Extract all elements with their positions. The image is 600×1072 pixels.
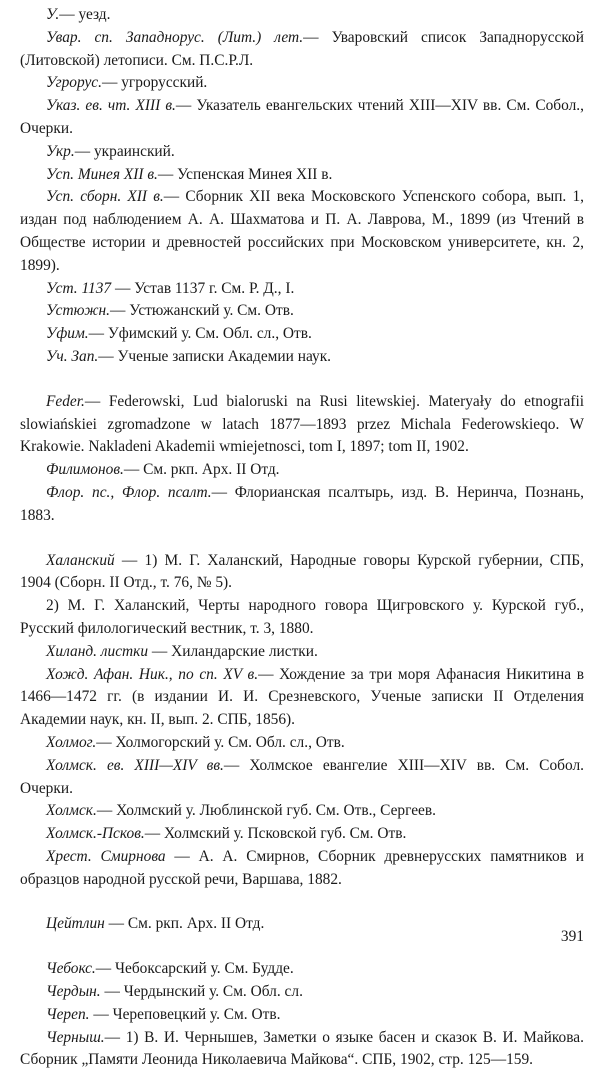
entry-abbreviation: Усп. Минея XII в. (46, 165, 158, 183)
entry-abbreviation: Укр. (46, 142, 75, 160)
entry-abbreviation: Указ. ев. чт. XIII в. (46, 97, 176, 115)
entry-text: — Ученые записки Академии наук. (98, 347, 332, 365)
entry-abbreviation: Усп. сборн. XII в. (46, 188, 164, 206)
entry-abbreviation: Увар. сп. Западнорус. (Лит.) лет. (46, 28, 304, 46)
section-gap (20, 369, 584, 391)
section-gap (20, 891, 584, 913)
entry-abbreviation: Флор. пс., Флор. псалт. (46, 483, 212, 501)
entry-text: — Уваровский список Западнорусской (Литовской) летописи. См. П.С.Р.Л. (20, 28, 584, 69)
abbreviations-list (20, 4, 584, 1072)
entry-text: — Federowski, Lud bialoruski na Rusi litewskiej. Materyały do etnografii slowiańskiei zgromadzone w latach 1877—1893 przez Michala Federowskieqo. W Krakowie. Nakladeni Akademii wmiejetnosci, tom I, 1897; tom II, 1902. (20, 392, 584, 456)
entry-text: — украинский. (74, 142, 175, 160)
entry-text: — Холмогорский у. См. Обл. сл., Отв. (96, 733, 345, 751)
entry-text: — Сборник XII века Московского Успенского собора, вып. 1, издан под наблюдением А. А. Шахматова и П. А. Лаврова, М., 1899 (из Чтений в Обществе истории и древностей российских при Московском университете, кн. 2, 1899). (20, 188, 584, 274)
entry-text: — Холмский у. Люблинской губ. См. Отв., Сергеев. (96, 802, 436, 820)
entry (20, 913, 584, 936)
entry (20, 323, 584, 346)
section-ts (20, 913, 584, 936)
entry (20, 27, 584, 73)
entry-text: — Холмский у. Псковской губ. См. Отв. (144, 825, 407, 843)
entry-text: — Указатель евангельских чтений XIII—XIV вв. См. Собол., Очерки. (20, 97, 584, 137)
entry-abbreviation: Чебокс. (46, 960, 96, 978)
entry-abbreviation: Холмск. ев. XIII—XIV вв. (46, 756, 224, 774)
entry (20, 1004, 584, 1027)
entry (20, 278, 584, 301)
entry (20, 300, 584, 323)
entry-text: — Успенская Минея XII в. (157, 165, 333, 183)
entry-abbreviation: Холмог. (46, 733, 97, 751)
entry (20, 1027, 584, 1072)
entry-abbreviation: Хиланд. листки (46, 642, 149, 660)
entry-abbreviation: Уч. Зап. (46, 347, 99, 365)
entry (20, 186, 584, 277)
entry (20, 346, 584, 369)
entry-text: — Холмское евангелие XIII—XIV вв. См. Собол. Очерки. (20, 756, 584, 797)
entry (20, 72, 584, 95)
entry-text: — 1) М. Г. Халанский, Народные говоры Курской губернии, СПБ, 1904 (Сборн. II Отд., т. 76, № 5). (20, 551, 584, 592)
entry-abbreviation: Черныш. (46, 1028, 105, 1046)
entry-text: — Флорианская псалтырь, изд. В. Неринча, Познань, 1883. (20, 483, 585, 524)
section-gap (20, 936, 584, 958)
entry-text: — А. А. Смирнов, Сборник древнерусских памятников и образцов народной русской речи, Варшава, 1882. (20, 847, 584, 888)
entry-abbreviation: Хожд. Афан. Ник., по сп. XV в. (46, 665, 259, 683)
entry-text: — Устав 1137 г. См. Р. Д., I. (111, 279, 295, 297)
section-u (20, 4, 584, 369)
section-ch (20, 958, 584, 1072)
entry-text: — Устюжанский у. См. Отв. (110, 302, 294, 320)
entry-text: — Хождение за три моря Афанасия Никитина в 1466—1472 гг. (в издании И. И. Срезневского, Ученые записки II Отделения Академии наук, кн. II, вып. 2. СПБ, 1856). (20, 665, 584, 729)
section-f (20, 391, 584, 528)
entry (20, 95, 584, 141)
entry-text: — 1) В. И. Чернышев, Заметки о языке басен и сказок В. И. Майкова. Сборник „Памяти Леонида Николаевича Майкова“. СПБ, 1902, стр. 125—159. (20, 1028, 584, 1069)
entry-abbreviation: Хрест. Смирнова (46, 847, 166, 865)
entry-text: — уезд. (59, 6, 111, 23)
entry-text: 2) М. Г. Халанский, Черты народного говора Щигровского у. Курской губ., Русский филологический вестник, т. 3, 1880. (20, 597, 584, 637)
entry (20, 823, 584, 846)
entry-abbreviation: Череп. (46, 1005, 90, 1023)
entry (20, 164, 584, 187)
entry-abbreviation: Халанский (46, 551, 115, 569)
entry-abbreviation: Уст. 1137 (46, 279, 112, 297)
entry-text: — Чердынский у. См. Обл. сл. (100, 983, 303, 1001)
entry-text: — Хиландарские листки. (148, 642, 318, 660)
entry (20, 800, 584, 823)
entry (20, 755, 584, 801)
entry-abbreviation: Feder. (46, 392, 85, 410)
entry-abbreviation: Угрорус. (46, 74, 102, 92)
entry-text: — Уфимский у. См. Обл. сл., Отв. (88, 325, 312, 343)
entry (20, 391, 584, 459)
entry (20, 459, 584, 482)
entry (20, 4, 584, 27)
entry-text: — См. ркп. Арх. II Отд. (104, 915, 265, 933)
entry-abbreviation: Устюжн. (46, 302, 111, 320)
entry-abbreviation: Чердын. (46, 983, 101, 1001)
section-kh (20, 550, 584, 892)
entry (20, 664, 584, 732)
entry-abbreviation: Филимонов. (46, 461, 124, 479)
entry (20, 981, 584, 1004)
entry-abbreviation: У. (46, 6, 60, 23)
entry-text: — Чебоксарский у. См. Будде. (95, 960, 294, 978)
entry-abbreviation: Холмск.-Псков. (46, 825, 145, 843)
page-number: 391 (560, 928, 584, 945)
entry-text: — угрорусский. (102, 74, 208, 92)
entry (20, 732, 584, 755)
entry-abbreviation: Уфим. (46, 325, 89, 343)
entry (20, 550, 584, 596)
entry-abbreviation: Цейтлин (46, 915, 105, 933)
entry (20, 958, 584, 981)
section-gap (20, 528, 584, 550)
entry (20, 846, 584, 892)
entry (20, 595, 584, 641)
entry-text: — См. ркп. Арх. II Отд. (123, 461, 280, 479)
entry (20, 482, 584, 528)
entry-text: — Череповецкий у. См. Отв. (89, 1005, 281, 1023)
entry (20, 141, 584, 164)
entry (20, 641, 584, 664)
entry-abbreviation: Холмск. (46, 802, 97, 820)
